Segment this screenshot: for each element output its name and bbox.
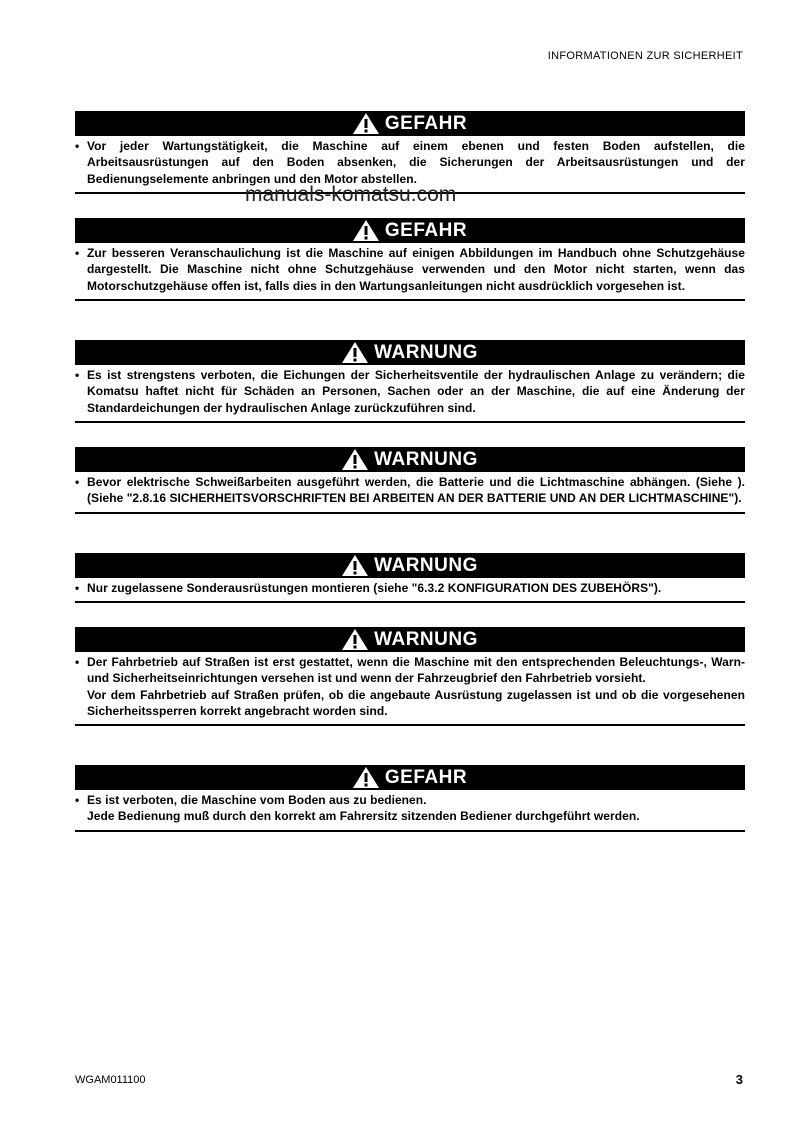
- warning-triangle-icon: [342, 449, 368, 470]
- safety-paragraph: Es ist strengstens verboten, die Eichungen der Sicherheitsventile der hydraulischen Anlage zu verändern; die Komatsu haftet nicht für Schäden an Personen, Sachen oder an der Maschine, die auf eine Änderung der Standardeichungen der hydraulischen Anlage zurückzuführen sind.: [87, 368, 745, 415]
- safety-paragraph: Vor dem Fahrbetrieb auf Straßen prüfen, ob die angebaute Ausrüstung zugelassen ist und ob die vorgesehenen Sicherheitssperren korrekt angebracht worden sind.: [87, 687, 745, 718]
- divider: [75, 299, 745, 301]
- watermark: manuals-komatsu.com: [245, 183, 457, 206]
- safety-paragraph: Es ist verboten, die Maschine vom Boden aus zu bedienen.: [87, 793, 427, 807]
- safety-text: [75, 243, 745, 299]
- bullet: •: [75, 655, 80, 669]
- divider: [75, 421, 745, 423]
- bullet: •: [75, 475, 80, 489]
- warning-triangle-icon: [342, 342, 368, 363]
- safety-banner: [75, 553, 745, 578]
- safety-text: [75, 578, 745, 601]
- safety-level-label: WARNUNG: [374, 341, 478, 363]
- divider: [75, 601, 745, 603]
- safety-paragraph: Nur zugelassene Sonderausrüstungen montieren (siehe "6.3.2 KONFIGURATION DES ZUBEHÖRS").: [87, 581, 662, 595]
- bullet: •: [75, 368, 80, 382]
- bullet: •: [75, 246, 80, 260]
- safety-level-label: GEFAHR: [384, 766, 468, 788]
- safety-banner: [75, 340, 745, 365]
- warning-triangle-icon: [353, 220, 379, 241]
- warning-triangle-icon: [342, 629, 368, 650]
- safety-level-label: GEFAHR: [384, 112, 468, 134]
- document-code: WGAM011100: [75, 1074, 146, 1086]
- warning-triangle-icon: [353, 767, 379, 788]
- divider: [75, 830, 745, 832]
- divider: [75, 724, 745, 726]
- safety-text: [75, 790, 745, 830]
- safety-banner: [75, 447, 745, 472]
- safety-block-warnung: [75, 553, 745, 603]
- safety-paragraph: Bevor elektrische Schweißarbeiten ausgeführt werden, die Batterie und die Lichtmaschine abhängen. (Siehe ). (Siehe "2.8.16 SICHERHEITSVORSCHRIFTEN BEI ARBEITEN AN DER BATTERIE UND AN DER LICHTMASCHINE").: [87, 475, 745, 506]
- safety-block-warnung: [75, 447, 745, 514]
- bullet: •: [75, 139, 80, 153]
- safety-paragraph: Jede Bedienung muß durch den korrekt am Fahrersitz sitzenden Bediener durchgeführt werden.: [87, 809, 640, 824]
- safety-block-gefahr: [75, 765, 745, 832]
- safety-level-label: WARNUNG: [374, 554, 478, 576]
- safety-banner: [75, 218, 745, 243]
- safety-paragraph: Zur besseren Veranschaulichung ist die Maschine auf einigen Abbildungen im Handbuch ohne Schutzgehäuse dargestellt. Die Maschine nicht ohne Schutzgehäuse verwenden und den Motor nicht starten, wenn das Motorschutzgehäuse offen ist, falls dies in den Wartungsanleitungen nicht ausdrücklich vorgesehen ist.: [87, 246, 745, 293]
- safety-text: [75, 652, 745, 724]
- bullet: •: [75, 793, 80, 807]
- safety-banner: [75, 111, 745, 136]
- safety-banner: [75, 765, 745, 790]
- section-title: INFORMATIONEN ZUR SICHERHEIT: [547, 50, 743, 62]
- safety-block-warnung: [75, 340, 745, 423]
- divider: [75, 512, 745, 514]
- bullet: •: [75, 581, 80, 595]
- safety-level-label: WARNUNG: [374, 448, 478, 470]
- page-number: 3: [735, 1072, 743, 1087]
- warning-triangle-icon: [353, 113, 379, 134]
- safety-paragraph: Der Fahrbetrieb auf Straßen ist erst gestattet, wenn die Maschine mit den entsprechenden Beleuchtungs-, Warn- und Sicherheitseinrichtungen versehen ist und wenn der Fahrzeugbrief den Fahrbetrieb vorsieht.: [87, 655, 745, 686]
- safety-block-gefahr: [75, 111, 745, 194]
- warning-triangle-icon: [342, 555, 368, 576]
- safety-banner: [75, 627, 745, 652]
- safety-text: [75, 472, 745, 512]
- safety-text: [75, 365, 745, 421]
- safety-level-label: WARNUNG: [374, 628, 478, 650]
- safety-block-gefahr: [75, 218, 745, 301]
- safety-paragraph: Vor jeder Wartungstätigkeit, die Maschine auf einem ebenen und festen Boden aufstellen, die Arbeitsausrüstungen auf den Boden absenken, die Sicherungen der Arbeitsausrüstungen und der Bedienungselemente anbringen und den Motor abstellen.: [87, 139, 745, 186]
- safety-block-warnung: [75, 627, 745, 726]
- safety-level-label: GEFAHR: [384, 219, 468, 241]
